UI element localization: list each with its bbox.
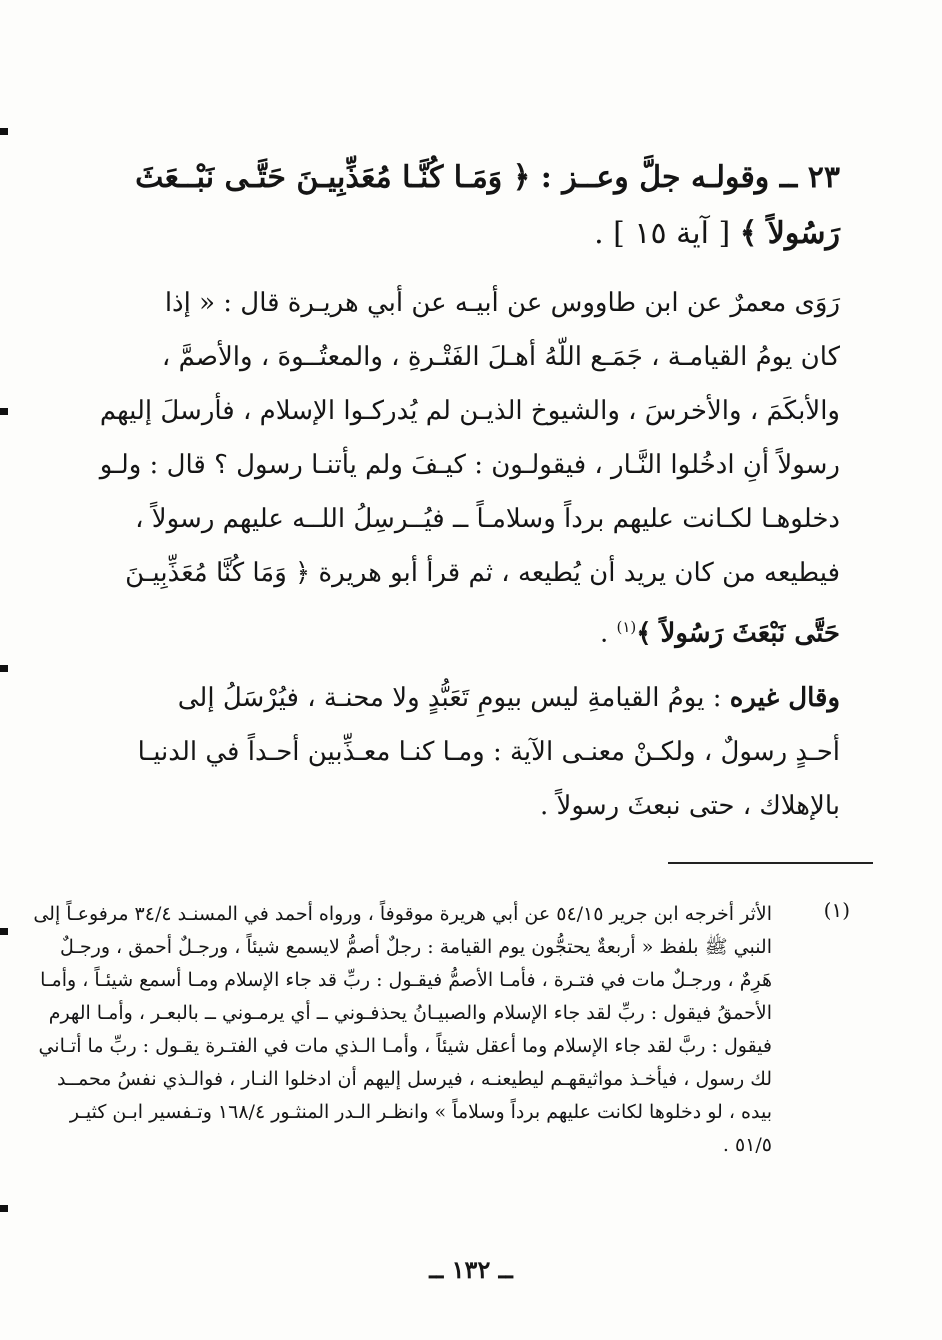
paragraph-line-last [95,600,840,661]
paragraph-line: دخلوهـا لكـانت عليهم برداً وسلامـاً ــ فيُــرسِلُ اللــه عليهم رسولاً ، [135,504,840,534]
scan-mark [0,1205,8,1212]
speaker-label: وقال غيره [729,682,840,713]
paragraph-end: . [599,618,617,649]
paragraph-line: والأبكَمَ ، والأخرسَ ، والشيوخ الذيـن لم يُدركـوا الإسلام ، فأرسلَ إليهم [99,396,840,426]
footnote-line: ٥١/٥ . [722,1134,772,1156]
paragraph-line: فيطيعه من كان يريد أن يُطيعه ، ثم قرأ أبو هريرة ﴿ وَمَا كُنَّا مُعَذِّبِيـنَ [125,558,840,588]
footnote-line: النبي ﷺ بلفظ « أربعةٌ يحتجُّون يوم القيامة : رجلٌ أصمُّ لايسمع شيئاً ، ورجـلٌ أحمق ، ورجـلٌ [59,936,772,958]
scan-mark [0,665,8,672]
paragraph-line: رسولاً أنِ ادخُلوا النَّـار ، فيقولـون : كيـفَ ولم يأتنـا رسول ؟ قال : ولـو [99,450,840,480]
scan-mark [0,408,8,415]
paragraph-line: رَوَى معمرٌ عن ابن طاووس عن أبيـه عن أبي هريـرة قال : « إذا [164,288,840,318]
paragraph-line: كان يومُ القيامـة ، جَمَـع اللّهُ أهـلَ الفَتْـرةِ ، والمعتُــوهَ ، والأصمَّ ، [161,342,840,372]
footnote-divider [668,862,873,864]
footnote-number: (١) [823,898,850,922]
footnote-line: فيقول : ربَّ لقد جاء الإسلام وما أعقل شيئاً ، وأمـا الـذي مات في الفتـرة يقـول : ربِّ ما أتـاني [38,1035,772,1057]
paragraph-line [95,779,840,833]
paragraph-1 [95,276,840,661]
footnote-line: الأثر أخرجه ابن جرير ٥٤/١٥ عن أبي هريرة موقوفاً ، ورواه أحمد في المسنـد ٣٤/٤ مرفوعـاً إلى [33,903,772,925]
paragraph-line [95,725,840,779]
paragraph-text: أحـدٍ رسولٌ ، ولكـنْ معنـى الآية : ومـا كنـا معـذِّبين أحـداً في الدنيـا [137,736,840,767]
footnote-ref[interactable]: (١) [616,618,637,636]
verse-line-2-rest: [ آية ١٥ ] . [594,216,740,251]
paragraph-text: : يومُ القيامةِ ليس بيومِ تَعَبُّدٍ ولا محنـة ، فيُرْسَلُ إلى [177,682,730,713]
paragraph-text: بالإهلاك ، حتى نبعثَ رسولاً . [540,790,840,821]
footnote-line: هَرِمٌ ، ورجـلٌ مات في فتـرة ، فأمـا الأصمُّ فيقـول : ربِّ قد جاء الإسلام ومـا أسمع شيئـاً ، وأمـا [40,969,772,991]
page-number: ــ ١٣٢ ــ [429,1255,513,1284]
footnote-line: الأحمقُ فيقول : ربِّ لقد جاء الإسلام والصبيـانُ يحذفـوني ــ أي يرمـوني ــ بالبعـر ، وأمـا الهرم [48,1002,772,1024]
footnote [33,898,850,1162]
footnote-body [33,898,772,1162]
footnote-line: بيده ، لو دخلوها لكانت عليهم برداً وسلاماً » وانظـر الـدر المنثـور ١٦٨/٤ وتـفسير ابـن كثيـر [69,1101,772,1123]
verse-heading [95,150,840,262]
page-body [95,150,840,843]
scan-mark [0,128,8,135]
footnote-line: لك رسول ، فيأخـذ مواثيقهـم ليطيعنـه ، فيرسل إليهم أن ادخلوا النـار ، فوالـذي نفسُ محمــد [56,1068,772,1090]
paragraph-line [95,671,840,725]
verse-line-2-bold: رَسُولاً ﴾ [739,216,840,251]
verse-line-1: ٢٣ ــ وقولـه جلَّ وعــز : ﴿ وَمَـا كُنَّـا مُعَذِّبِيـنَ حَتَّـى نَبْــعَثَ [135,160,840,195]
quoted-verse: حَتَّى نَبْعَثَ رَسُولاً ﴾ [636,618,840,649]
verse-line-2 [95,206,840,262]
scan-mark [0,928,8,935]
paragraph-2 [95,671,840,833]
